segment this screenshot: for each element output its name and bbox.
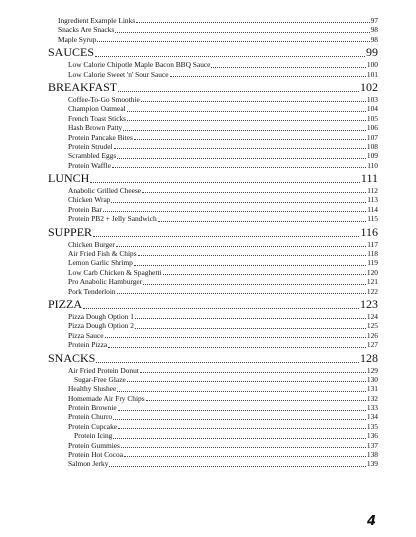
toc-entry-label: Low Calorie Chipotle Maple Bacon BBQ Sauce [68, 60, 211, 70]
toc-page-number: 98 [370, 34, 378, 44]
toc-entry[interactable] [48, 331, 378, 340]
toc-entry[interactable] [48, 413, 378, 422]
dot-leader [146, 400, 366, 401]
toc-entry[interactable] [48, 441, 378, 450]
toc-page-number: 116 [360, 224, 378, 239]
toc-entry-label: Protein Brownie [68, 403, 117, 413]
dot-leader [95, 56, 365, 57]
toc-entry-label: Protein Gummies [68, 440, 120, 450]
toc-entry-label: Chicken Wrap [68, 195, 111, 205]
toc-section-title: SNACKS [48, 350, 96, 365]
toc-page-number: 128 [360, 350, 378, 365]
dot-leader [114, 148, 366, 149]
toc-entry[interactable] [48, 35, 378, 44]
toc-entry-label: Maple Syrup [58, 34, 97, 44]
dot-leader [127, 381, 366, 382]
dot-leader [90, 182, 360, 183]
toc-entry-label: Snacks Are Snacks [58, 25, 115, 35]
toc-entry[interactable] [48, 321, 378, 330]
dot-leader [105, 337, 366, 338]
toc-entry[interactable] [48, 25, 378, 34]
toc-entry-label: Protein Strudel [68, 141, 113, 151]
toc-section[interactable] [48, 225, 378, 240]
toc-entry[interactable] [48, 104, 378, 113]
dot-leader [140, 372, 366, 373]
toc-section[interactable] [48, 171, 378, 186]
dot-leader [97, 41, 369, 42]
toc-entry[interactable] [48, 375, 378, 384]
dot-leader [117, 293, 366, 294]
toc-page-number: 130 [366, 374, 378, 384]
toc-entry-label: Protein Cupcake [68, 421, 118, 431]
dot-leader [127, 111, 366, 112]
dot-leader [103, 211, 366, 212]
toc-entry-label: Protein Hot Cocoa [68, 450, 124, 460]
dot-leader [142, 192, 366, 193]
toc-page-number: 108 [366, 141, 378, 151]
toc-page-number: 113 [367, 195, 378, 205]
toc-entry[interactable] [48, 123, 378, 132]
toc-entry-label: Homemade Air Fry Chips [68, 393, 145, 403]
toc-entry-label: Pro Anabolic Hamburger [68, 277, 143, 287]
dot-leader [96, 362, 359, 363]
toc-section[interactable] [48, 45, 378, 60]
dot-leader [134, 265, 366, 266]
toc-entry-label: Scrambled Eggs [68, 151, 117, 161]
dot-leader [135, 328, 366, 329]
toc-entry[interactable] [48, 287, 378, 296]
toc-entry-label: Air Fried Protein Donut [68, 365, 139, 375]
toc-entry-label: Sugar-Free Glaze [74, 374, 126, 384]
toc-section[interactable] [48, 351, 378, 366]
toc-entry[interactable] [48, 16, 378, 25]
dot-leader [143, 284, 366, 285]
toc-entry-label: Protein Pizza [68, 340, 108, 350]
dot-leader [113, 438, 366, 439]
dot-leader [127, 120, 366, 121]
dot-leader [123, 130, 366, 131]
dot-leader [158, 221, 366, 222]
toc-entry-label: Champion Oatmeal [68, 104, 126, 114]
dot-leader [116, 246, 366, 247]
dot-leader [170, 76, 366, 77]
dot-leader [109, 466, 365, 467]
toc-page-number: 111 [360, 171, 378, 186]
toc-entry[interactable] [48, 95, 378, 104]
toc-section-title: PIZZA [48, 296, 82, 311]
toc-page-number: 138 [366, 450, 378, 460]
page-number: 4 [366, 514, 376, 529]
toc-entry-label: Low Carb Chicken & Spaghetti [68, 267, 162, 277]
toc-entry[interactable] [48, 312, 378, 321]
toc-entry[interactable] [48, 258, 378, 267]
toc-section-title: SUPPER [48, 224, 93, 239]
dot-leader [118, 91, 359, 92]
toc-entry[interactable] [48, 186, 378, 195]
toc-page-number: 110 [367, 160, 378, 170]
toc-entry-label: Pizza Dough Option 2 [68, 321, 134, 331]
toc-entry-label: Protein Bar [68, 204, 102, 214]
toc-page-number: 109 [366, 151, 378, 161]
dot-leader [136, 22, 369, 23]
toc-page-number: 139 [366, 459, 378, 469]
toc-entry[interactable] [48, 422, 378, 431]
toc-entry[interactable] [48, 60, 378, 69]
toc-entry-label: Protein Pancake Bites [68, 132, 133, 142]
toc-page-number: 99 [366, 45, 378, 60]
toc-page-number: 117 [367, 239, 378, 249]
toc-entry[interactable] [48, 384, 378, 393]
dot-leader [124, 456, 366, 457]
toc-entry[interactable] [48, 195, 378, 204]
dot-leader [112, 167, 366, 168]
toc-entry[interactable] [48, 249, 378, 258]
toc-page-number: 131 [366, 384, 378, 394]
toc-entry-label: French Toast Sticks [68, 113, 127, 123]
toc-entry[interactable] [48, 70, 378, 79]
toc-entry[interactable] [48, 214, 378, 223]
toc-entry-label: Protein Icing [74, 431, 113, 441]
toc-page-number: 102 [360, 79, 378, 94]
toc-section-title: LUNCH [48, 171, 90, 186]
toc-section-title: SAUCES [48, 45, 95, 60]
dot-leader [117, 391, 366, 392]
dot-leader [121, 447, 366, 448]
toc-entry[interactable] [48, 431, 378, 440]
toc-page-number: 135 [366, 421, 378, 431]
dot-leader [118, 428, 366, 429]
toc-page-number: 104 [366, 104, 378, 114]
toc-page-number: 107 [366, 132, 378, 142]
toc-page-number: 106 [366, 123, 378, 133]
table-of-contents [48, 16, 378, 469]
toc-section-title: BREAKFAST [48, 79, 118, 94]
toc-entry[interactable] [48, 205, 378, 214]
toc-page-number: 121 [366, 277, 378, 287]
toc-entry-label: Chicken Burger [68, 239, 115, 249]
dot-leader [108, 347, 366, 348]
toc-page-number: 118 [367, 249, 378, 259]
toc-entry[interactable] [48, 277, 378, 286]
dot-leader [113, 419, 366, 420]
toc-entry-label: Pizza Dough Option 1 [68, 311, 134, 321]
toc-page-number: 100 [366, 60, 378, 70]
dot-leader [134, 139, 366, 140]
toc-page-number: 127 [366, 340, 378, 350]
toc-page-number: 134 [366, 412, 378, 422]
toc-section[interactable] [48, 297, 378, 312]
toc-entry[interactable] [48, 151, 378, 160]
toc-page-number: 126 [366, 330, 378, 340]
toc-entry-label: Coffee-To-Go Smoothie [68, 94, 140, 104]
toc-entry-label: Healthy Slushee [68, 384, 117, 394]
toc-entry-label: Salmon Jerky [68, 459, 109, 469]
toc-entry[interactable] [48, 268, 378, 277]
toc-entry-label: Protein Churro [68, 412, 113, 422]
dot-leader [141, 101, 366, 102]
toc-page-number: 114 [367, 204, 378, 214]
toc-entry-label: Air Fried Fish & Chips [68, 249, 137, 259]
toc-page-number: 112 [367, 186, 378, 196]
dot-leader [138, 255, 367, 256]
dot-leader [115, 32, 369, 33]
toc-entry[interactable] [48, 394, 378, 403]
toc-page-number: 137 [366, 440, 378, 450]
toc-entry-label: Low Calorie Sweet 'n' Sour Sauce [68, 69, 169, 79]
toc-entry[interactable] [48, 240, 378, 249]
toc-entry-label: Hash Brown Patty [68, 123, 123, 133]
toc-page-number: 122 [366, 286, 378, 296]
toc-page-number: 120 [366, 267, 378, 277]
dot-leader [93, 236, 359, 237]
toc-page-number: 98 [370, 25, 378, 35]
toc-page-number: 124 [366, 311, 378, 321]
toc-entry[interactable] [48, 450, 378, 459]
toc-page-number: 119 [367, 258, 378, 268]
toc-page-number: 133 [366, 403, 378, 413]
toc-page-number: 105 [366, 113, 378, 123]
dot-leader [211, 67, 365, 68]
toc-page-number: 132 [366, 393, 378, 403]
toc-section[interactable] [48, 80, 378, 95]
dot-leader [117, 158, 366, 159]
dot-leader [83, 308, 359, 309]
toc-entry-label: Protein Waffle [68, 160, 111, 170]
dot-leader [118, 410, 366, 411]
toc-page-number: 125 [366, 321, 378, 331]
toc-entry[interactable] [48, 133, 378, 142]
toc-page-number: 129 [366, 365, 378, 375]
toc-page-number: 115 [367, 214, 378, 224]
toc-entry-label: Lemon Garlic Shrimp [68, 258, 133, 268]
toc-page-number: 103 [366, 94, 378, 104]
toc-page-number: 101 [366, 69, 378, 79]
toc-entry[interactable] [48, 114, 378, 123]
toc-entry[interactable] [48, 161, 378, 170]
toc-entry[interactable] [48, 142, 378, 151]
toc-page-number: 97 [370, 15, 378, 25]
toc-entry-label: Pork Tenderloin [68, 286, 116, 296]
toc-entry-label: Protein PB2 + Jelly Sandwich [68, 214, 157, 224]
toc-entry-label: Ingredient Example Links [58, 15, 136, 25]
dot-leader [111, 202, 366, 203]
toc-page-number: 123 [360, 296, 378, 311]
toc-entry-label: Anabolic Grilled Cheese [68, 186, 142, 196]
toc-entry[interactable] [48, 340, 378, 349]
toc-entry[interactable] [48, 366, 378, 375]
toc-page-number: 136 [366, 431, 378, 441]
dot-leader [163, 274, 366, 275]
dot-leader [135, 318, 366, 319]
toc-entry[interactable] [48, 459, 378, 468]
toc-entry[interactable] [48, 403, 378, 412]
toc-entry-label: Pizza Sauce [68, 330, 104, 340]
